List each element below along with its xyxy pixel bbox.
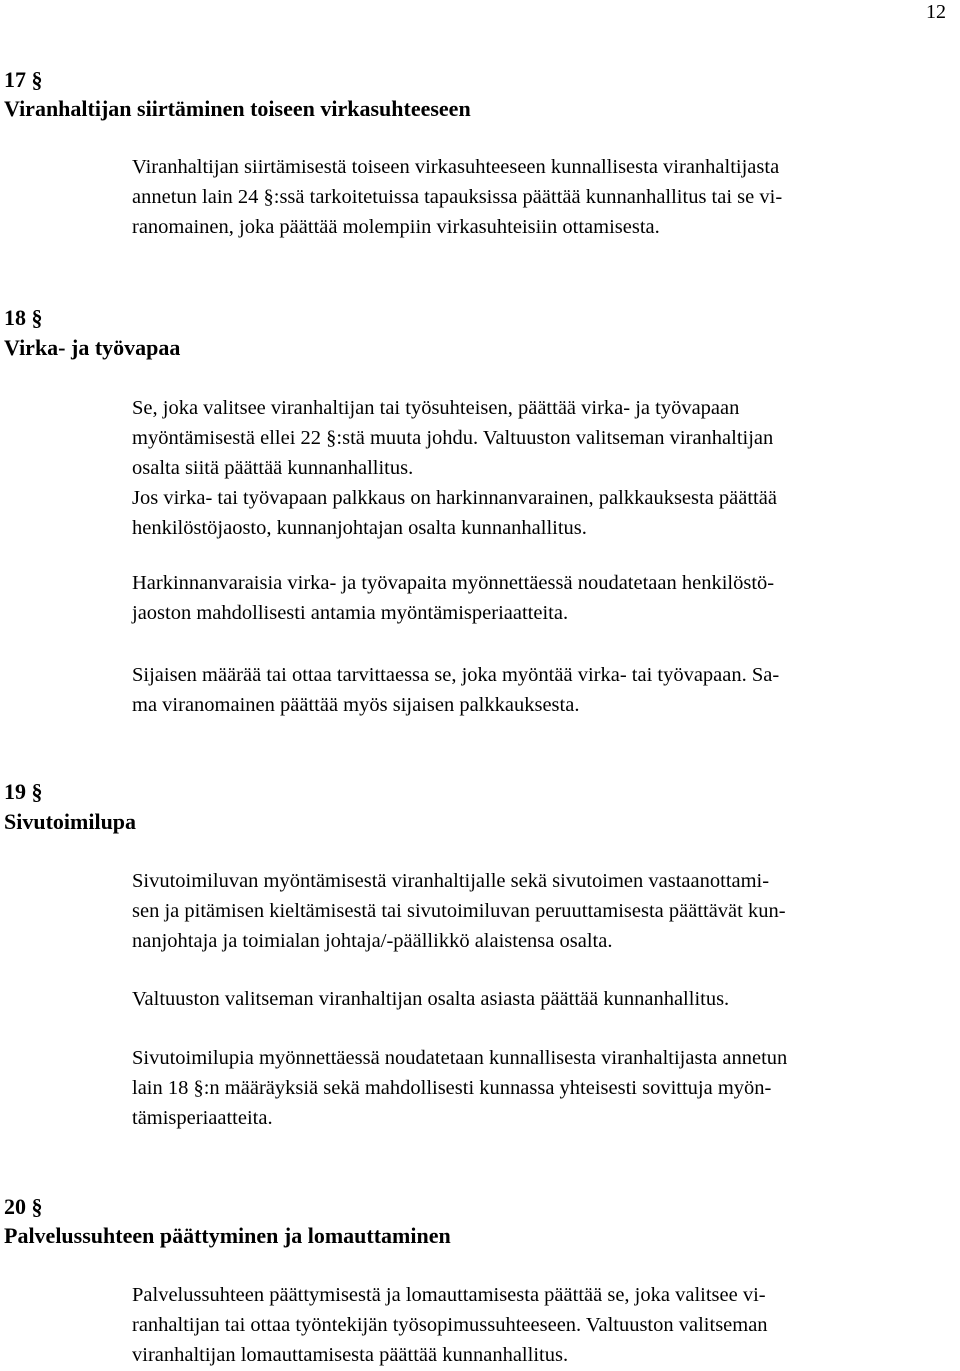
section-18-paragraph-1	[132, 393, 958, 543]
text-line: henkilöstöjaosto, kunnanjohtajan osalta kunnanhallitus.	[132, 517, 587, 539]
page-number: 12	[926, 1, 946, 23]
section-20-title: Palvelussuhteen päättyminen ja lomauttaminen	[4, 1223, 451, 1248]
text-line: Palvelussuhteen päättymisestä ja lomauttamisesta päättää se, joka valitsee vi-	[132, 1284, 766, 1306]
text-line: tämisperiaatteita.	[132, 1107, 273, 1129]
section-19-number: 19 §	[4, 779, 43, 804]
text-line: myöntämisestä ellei 22 §:stä muuta johdu. Valtuuston valitseman viranhaltijan	[132, 427, 774, 449]
section-19-paragraph-1	[132, 866, 958, 956]
text-line: osalta siitä päättää kunnanhallitus.	[132, 457, 414, 479]
text-line: Sivutoimilupia myönnettäessä noudatetaan kunnallisesta viranhaltijasta annetun	[132, 1047, 788, 1069]
section-19-paragraph-3	[132, 1043, 958, 1133]
section-18-title: Virka- ja työvapaa	[4, 335, 181, 360]
text-line: annetun lain 24 §:ssä tarkoitetuissa tapauksissa päättää kunnanhallitus tai se vi-	[132, 186, 783, 208]
section-17-paragraph-1	[132, 152, 958, 242]
text-line: jaoston mahdollisesti antamia myöntämisperiaatteita.	[132, 602, 569, 624]
text-line: Viranhaltijan siirtämisestä toiseen virkasuhteeseen kunnallisesta viranhaltijasta	[132, 156, 780, 178]
text-line: Harkinnanvaraisia virka- ja työvapaita myönnettäessä noudatetaan henkilöstö-	[132, 572, 775, 594]
section-17-title: Viranhaltijan siirtäminen toiseen virkasuhteeseen	[4, 96, 471, 121]
text-line: Jos virka- tai työvapaan palkkaus on harkinnanvarainen, palkkauksesta päättää	[132, 487, 777, 509]
section-17-number: 17 §	[4, 67, 43, 92]
section-20-paragraph-1	[132, 1280, 958, 1370]
text-line: sen ja pitämisen kieltämisestä tai sivutoimiluvan peruuttamisesta päättävät kun-	[132, 900, 786, 922]
text-line: nanjohtaja ja toimialan johtaja/-päällikkö alaistensa osalta.	[132, 930, 613, 952]
text-line: Sivutoimiluvan myöntämisestä viranhaltijalle sekä sivutoimen vastaanottami-	[132, 870, 770, 892]
text-line: ranhaltijan tai ottaa työntekijän työsopimussuhteeseen. Valtuuston valitseman	[132, 1314, 768, 1336]
section-19-paragraph-2	[132, 984, 958, 1014]
text-line: viranhaltijan lomauttamisesta päättää kunnanhallitus.	[132, 1344, 569, 1366]
text-line: Se, joka valitsee viranhaltijan tai työsuhteisen, päättää virka- ja työvapaan	[132, 397, 740, 419]
text-line: lain 18 §:n määräyksiä sekä mahdollisesti kunnassa yhteisesti sovittuja myön-	[132, 1077, 772, 1099]
section-19-title: Sivutoimilupa	[4, 809, 137, 834]
section-18-number: 18 §	[4, 305, 43, 330]
section-18-paragraph-2	[132, 568, 958, 628]
text-line: ranomainen, joka päättää molempiin virkasuhteisiin ottamisesta.	[132, 216, 660, 238]
section-18-paragraph-3	[132, 660, 958, 720]
text-line: Sijaisen määrää tai ottaa tarvittaessa se, joka myöntää virka- tai työvapaan. Sa-	[132, 664, 780, 686]
section-20-number: 20 §	[4, 1194, 43, 1219]
text-line: ma viranomainen päättää myös sijaisen palkkauksesta.	[132, 694, 580, 716]
text-line: Valtuuston valitseman viranhaltijan osalta asiasta päättää kunnanhallitus.	[132, 988, 730, 1010]
